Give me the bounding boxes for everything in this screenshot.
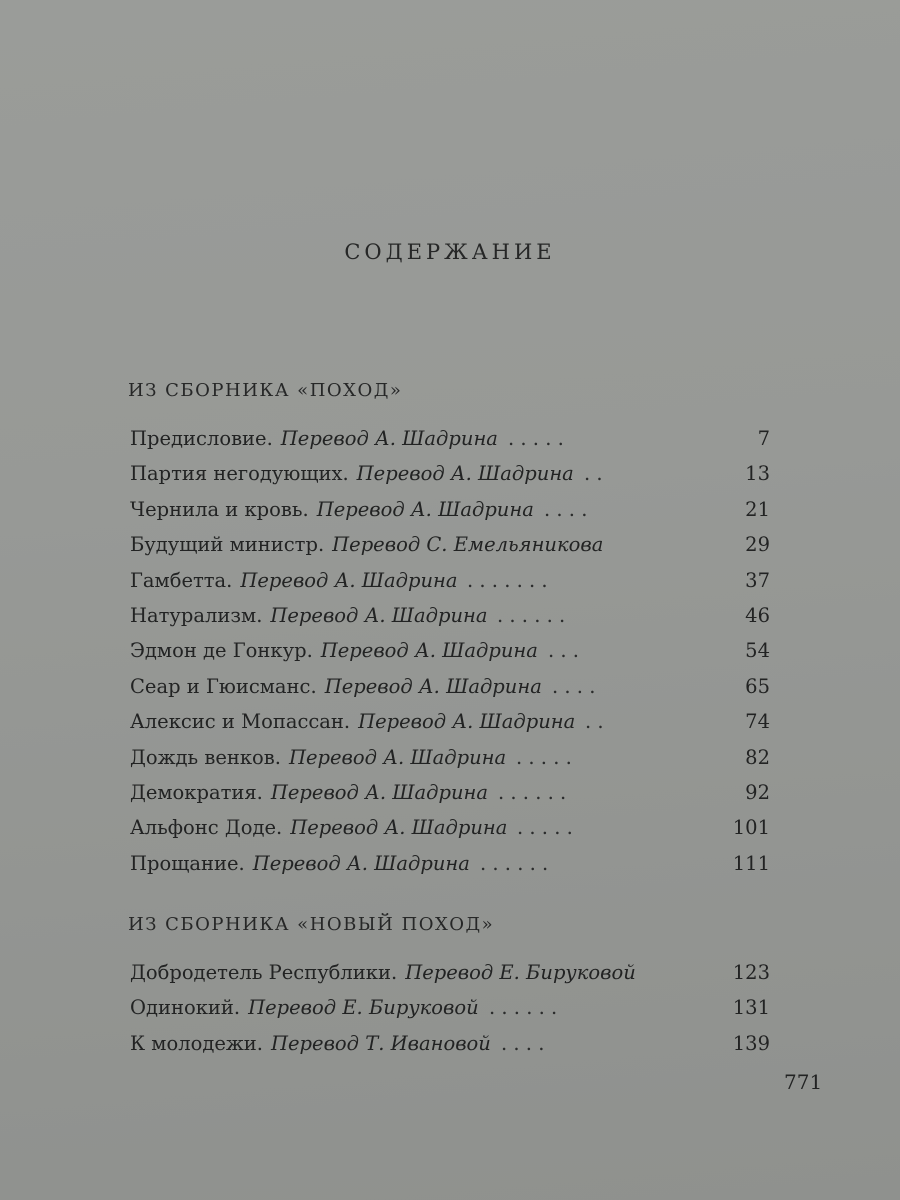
entry-translator: Перевод А. Шадрина: [240, 568, 458, 592]
page-heading: СОДЕРЖАНИЕ: [344, 240, 556, 264]
entry-translator: Перевод Т. Ивановой: [271, 1031, 491, 1055]
entry-translator: Перевод А. Шадрина: [280, 427, 498, 450]
entry-page-number: 82: [745, 745, 770, 769]
entry-title: Добродетель Республики.: [130, 961, 398, 984]
entry-title: Дождь венков.: [130, 745, 281, 769]
toc-entry: [130, 493, 770, 527]
entry-translator: Перевод А. Шадрина: [316, 497, 534, 521]
dot-leader: . . . . . .: [497, 604, 566, 627]
dot-leader: . . . . .: [517, 816, 573, 840]
entry-page-number: 101: [732, 816, 770, 840]
toc-entry: [130, 847, 770, 881]
entry-page-number: 46: [745, 604, 770, 627]
entry-translator: Перевод С. Емельяникова: [332, 533, 604, 557]
entry-page-number: 29: [745, 533, 770, 557]
entry-translator: Перевод А. Шадрина: [358, 710, 576, 734]
entry-title: Одинокий.: [130, 996, 241, 1020]
entry-title: Эдмон де Гонкур.: [130, 639, 313, 663]
toc-entry: [130, 811, 770, 845]
toc-entry: [130, 741, 770, 775]
entry-page-number: 74: [745, 710, 770, 734]
toc-entry: [130, 1027, 770, 1061]
entry-title: Демократия.: [130, 781, 263, 804]
entry-title: Натурализм.: [130, 604, 263, 627]
dot-leader: . . . . . .: [498, 781, 567, 804]
entry-page-number: 54: [745, 639, 770, 663]
entry-translator: Перевод А. Шадрина: [270, 604, 488, 627]
toc-entry: [130, 564, 770, 598]
entry-translator: Перевод А. Шадрина: [288, 745, 507, 769]
entry-translator: Перевод А. Шадрина: [356, 462, 574, 486]
toc-entry: [130, 956, 770, 990]
entry-page-number: 139: [732, 1031, 770, 1055]
entry-title: Алексис и Мопассан.: [130, 710, 351, 734]
toc-entry: [130, 422, 770, 456]
dot-leader: . . . . .: [508, 427, 564, 450]
entry-title: Будущий министр.: [130, 533, 325, 557]
toc-entry: [130, 991, 770, 1025]
entry-page-number: 7: [757, 427, 770, 450]
dot-leader: . . . .: [501, 1031, 545, 1055]
entry-translator: Перевод А. Шадрина: [252, 851, 470, 875]
section-title: ИЗ СБОРНИКА «ПОХОД»: [128, 380, 403, 401]
entry-title: К молодежи.: [130, 1031, 264, 1055]
entry-title: Альфонс Доде.: [130, 816, 283, 840]
dot-leader: . .: [585, 710, 604, 734]
toc-entry: [130, 599, 770, 633]
section-title: ИЗ СБОРНИКА «НОВЫЙ ПОХОД»: [128, 914, 495, 935]
dot-leader: . . . . . .: [489, 996, 558, 1020]
dot-leader: . . . . . .: [480, 851, 549, 875]
toc-entry: [130, 776, 770, 810]
entry-translator: Перевод Е. Бируковой: [248, 996, 479, 1020]
entry-page-number: 13: [745, 462, 770, 486]
entry-page-number: 37: [745, 568, 770, 592]
dot-leader: . .: [584, 462, 603, 486]
page-number: 771: [784, 1070, 823, 1094]
entry-translator: Перевод А. Шадрина: [320, 639, 538, 663]
entry-title: Предисловие.: [130, 427, 273, 450]
entry-translator: Перевод А. Шадрина: [270, 781, 489, 804]
entry-translator: Перевод А. Шадрина: [290, 816, 508, 840]
entry-title: Сеар и Гюисманс.: [130, 674, 317, 698]
entry-translator: Перевод А. Шадрина: [324, 674, 542, 698]
entry-page-number: 123: [732, 961, 770, 984]
entry-title: Прощание.: [130, 851, 245, 875]
entry-page-number: 21: [745, 497, 770, 521]
entry-title: Чернила и кровь.: [130, 497, 309, 521]
dot-leader: . . . . .: [516, 745, 572, 769]
dot-leader: . . . .: [544, 497, 588, 521]
toc-entry: [130, 528, 770, 562]
entry-page-number: 111: [732, 851, 770, 875]
toc-entry: [130, 670, 770, 704]
dot-leader: . . . . . . .: [467, 568, 548, 592]
toc-entry: [130, 457, 770, 491]
dot-leader: . . .: [548, 639, 579, 663]
entry-page-number: 65: [745, 674, 770, 698]
entry-title: Партия негодующих.: [130, 462, 349, 486]
toc-entry: [130, 634, 770, 668]
entry-page-number: 92: [745, 781, 770, 804]
toc-entry: [130, 705, 770, 739]
dot-leader: . . . .: [552, 674, 596, 698]
entry-page-number: 131: [732, 996, 770, 1020]
entry-translator: Перевод Е. Бируковой: [405, 961, 636, 984]
entry-title: Гамбетта.: [130, 568, 233, 592]
